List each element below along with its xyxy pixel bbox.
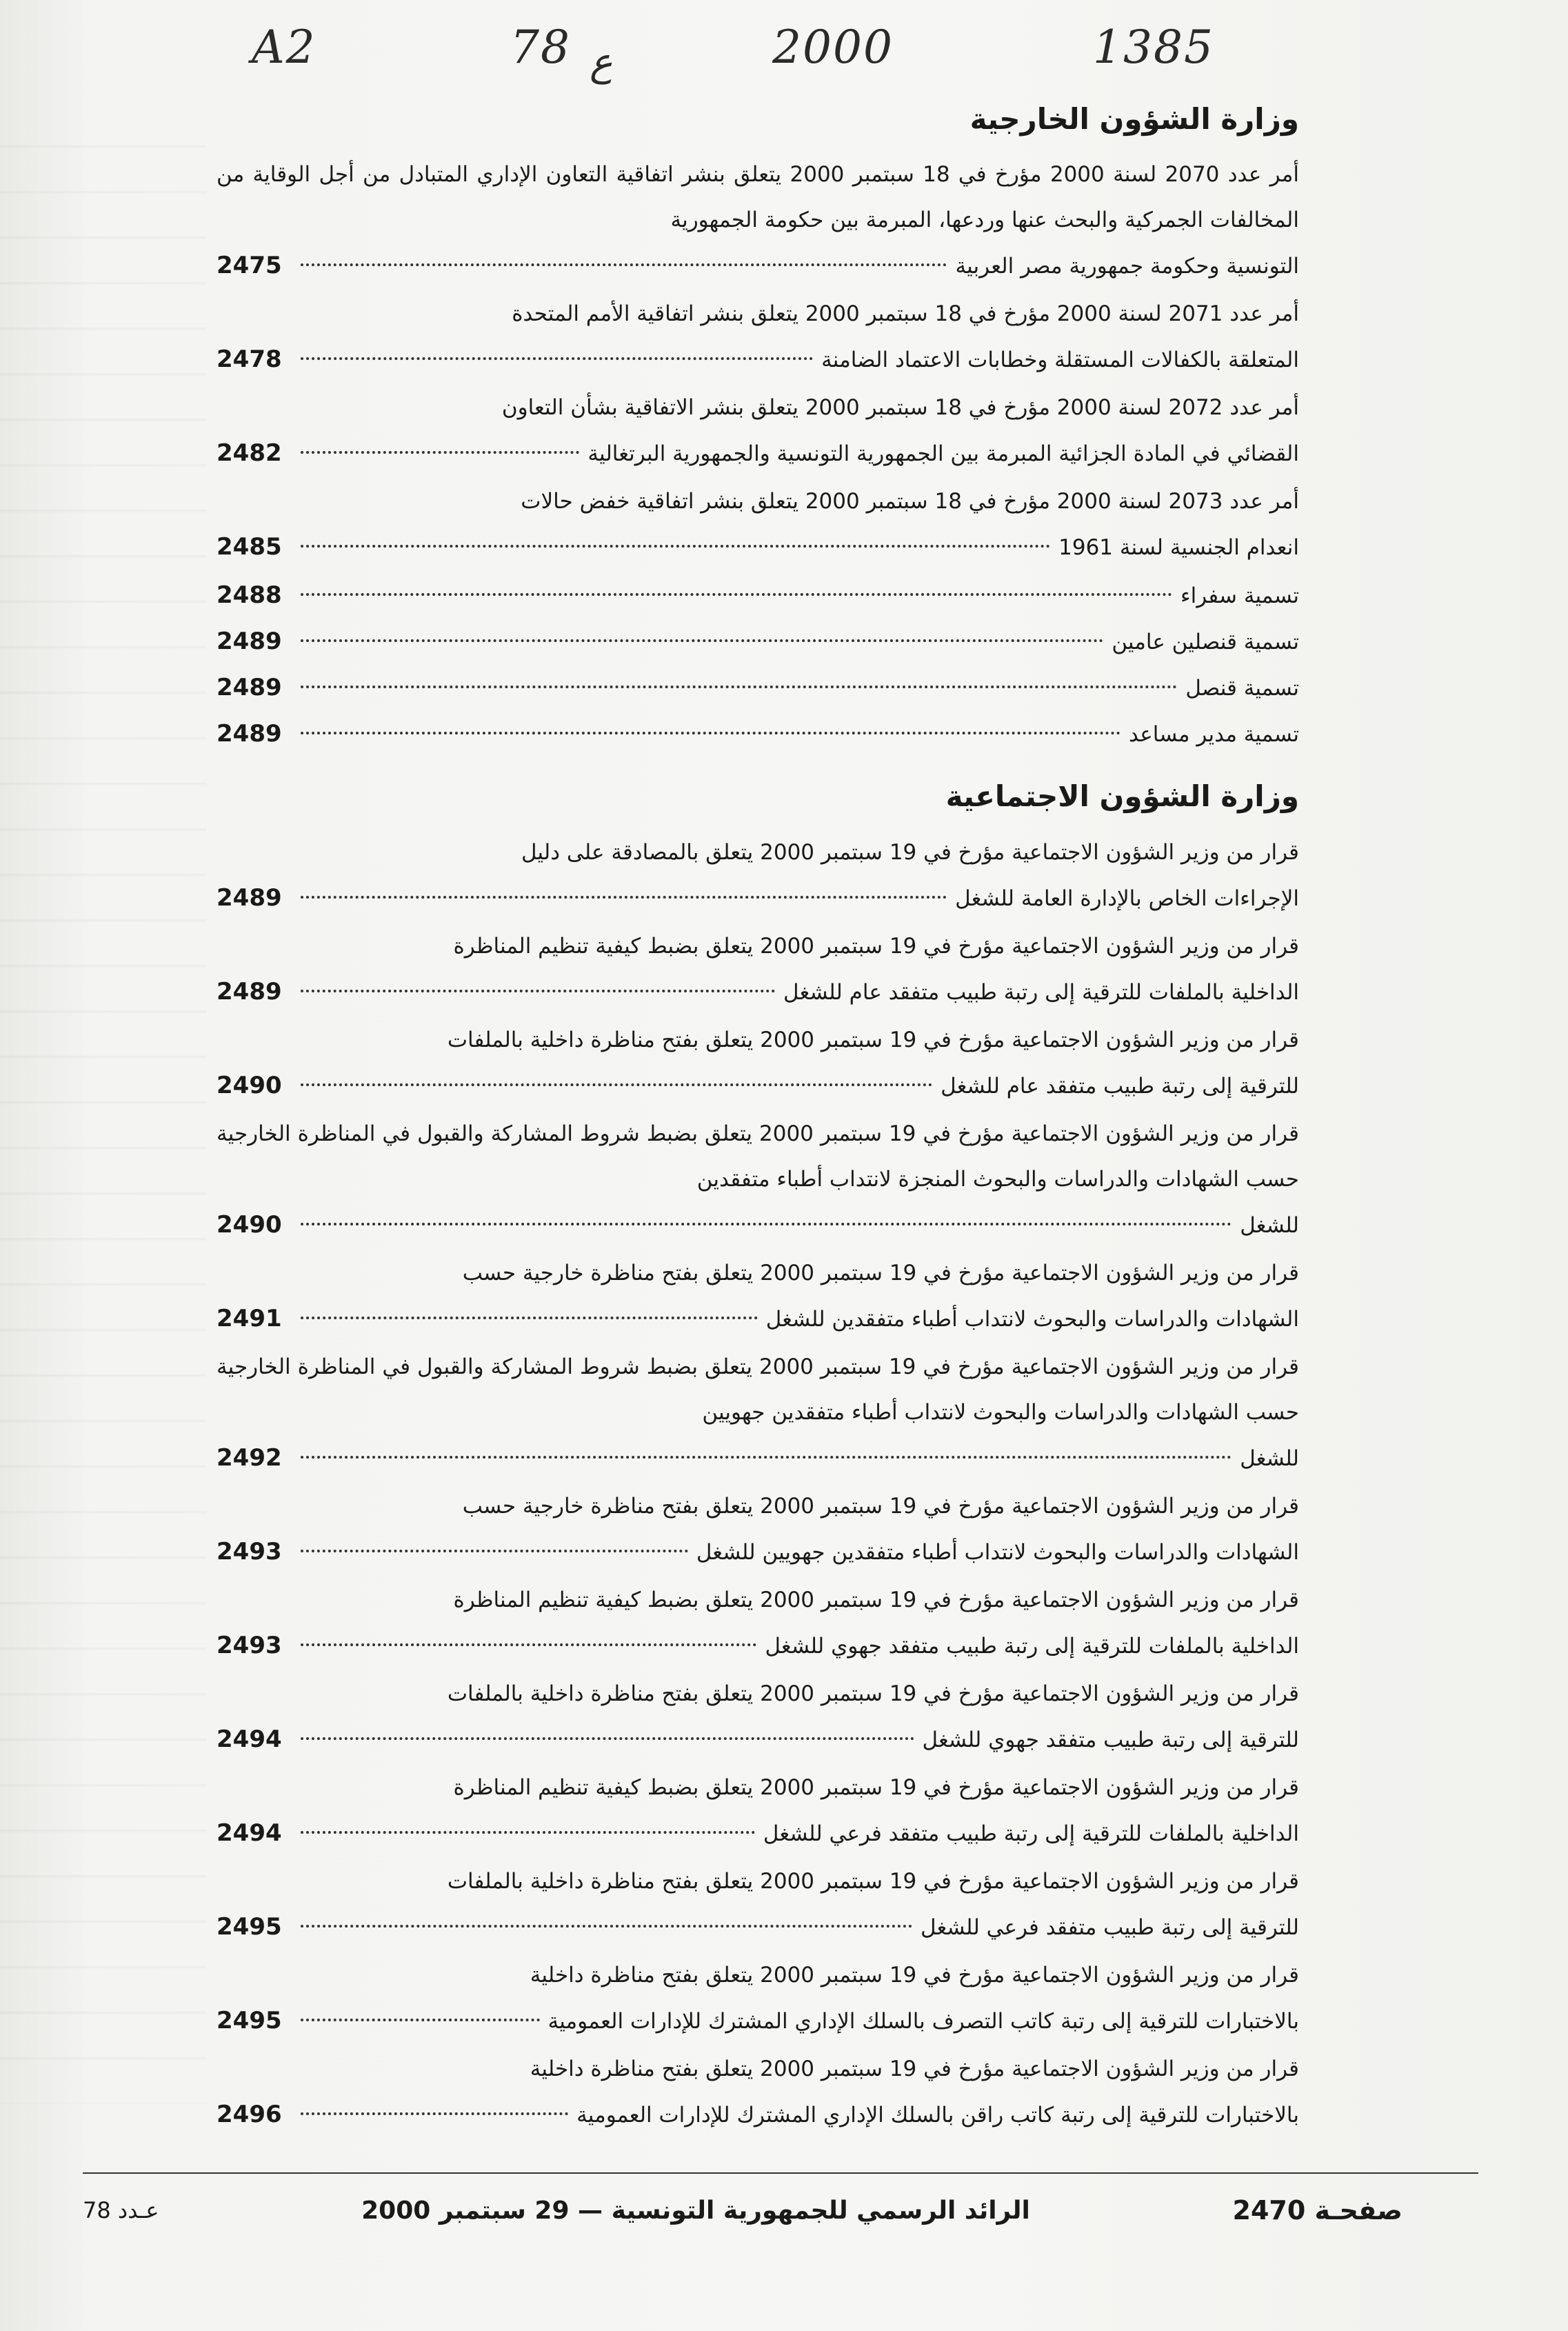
toc-entry-last-line: الداخلية بالملفات للترقية إلى رتبة طبيب متفقد جهوي للشغل (765, 1633, 1299, 1659)
dot-leader (301, 1223, 1232, 1225)
toc-entry-leader-line (217, 2092, 1299, 2138)
toc-entry-last-line: تسمية قنصلين عامين (1112, 630, 1299, 655)
toc-entry-last-line: الداخلية بالملفات للترقية إلى رتبة طبيب متفقد فرعي للشغل (763, 1821, 1299, 1846)
toc-page-number[interactable]: 2490 (217, 1071, 282, 1099)
toc-entry-last-line: تسمية قنصل (1185, 676, 1299, 701)
handwritten-note-e: 1385 (1093, 21, 1214, 74)
toc-entry[interactable] (217, 291, 1299, 383)
toc-entry-leader-line (217, 1529, 1299, 1575)
toc-entry-leader-line (217, 619, 1299, 665)
toc-entry[interactable] (217, 923, 1299, 1015)
dot-leader (301, 2019, 540, 2021)
handwritten-note-d: 2000 (772, 21, 894, 74)
toc-page-number[interactable]: 2488 (217, 581, 282, 610)
toc-entry-leader-line (217, 1904, 1299, 1950)
toc-entry-last-line: تسمية سفراء (1180, 583, 1299, 609)
toc-entry-text: قرار من وزير الشؤون الاجتماعية مؤرخ في 19 سبتمبر 2000 يتعلق بفتح مناظرة خارجية حسب (462, 1260, 1299, 1285)
toc-entry-text: قرار من وزير الشؤون الاجتماعية مؤرخ في 19 سبتمبر 2000 يتعلق بضبط كيفية تنظيم المناظرة (453, 933, 1299, 959)
toc-entry-leader-line (217, 1717, 1299, 1763)
toc-entry-leader-line (217, 430, 1299, 477)
page-footer (83, 2190, 1478, 2231)
footer-journal-title: الرائد الرسمي للجمهورية التونسية — 29 سبتمبر 2000 (361, 2196, 1030, 2225)
toc-entry-text: قرار من وزير الشؤون الاجتماعية مؤرخ في 19 سبتمبر 2000 يتعلق بفتح مناظرة داخلية (530, 2056, 1299, 2081)
dot-leader (301, 263, 947, 266)
dot-leader (301, 1831, 755, 1834)
section-title: وزارة الشؤون الخارجية (969, 102, 1299, 136)
handwritten-note-b: 78 (510, 21, 571, 74)
toc-entry-leader-line (217, 1202, 1299, 1248)
footer-issue-number: عـدد 78 (83, 2197, 159, 2223)
toc-page-number[interactable]: 2495 (217, 2006, 282, 2034)
toc-entry[interactable] (217, 1250, 1299, 1342)
toc-entry[interactable] (217, 2046, 1299, 2138)
toc-entry[interactable] (217, 1952, 1299, 2044)
dot-leader (301, 896, 947, 899)
toc-page-number[interactable]: 2491 (217, 1304, 282, 1332)
dot-leader (301, 593, 1172, 596)
toc-entry-text: قرار من وزير الشؤون الاجتماعية مؤرخ في 19 سبتمبر 2000 يتعلق بالمصادقة على دليل (521, 839, 1299, 865)
toc-entry-last-line: للشغل (1240, 1445, 1299, 1471)
toc-page-number[interactable]: 2493 (217, 1631, 282, 1659)
dot-leader (301, 451, 579, 454)
toc-entry-text: قرار من وزير الشؤون الاجتماعية مؤرخ في 19 سبتمبر 2000 يتعلق بفتح مناظرة داخلية بالملفات (447, 1868, 1299, 1894)
toc-entry-leader-line (217, 665, 1299, 711)
toc-entry-text: أمر عدد 2071 لسنة 2000 مؤرخ في 18 سبتمبر 2000 يتعلق بنشر اتفاقية الأمم المتحدة (512, 301, 1299, 327)
toc-entry[interactable] (217, 619, 1299, 665)
toc-entry-text: قرار من وزير الشؤون الاجتماعية مؤرخ في 19 سبتمبر 2000 يتعلق بضبط كيفية تنظيم المناظرة (453, 1774, 1299, 1800)
section-title: وزارة الشؤون الاجتماعية (945, 779, 1299, 814)
toc-page-number[interactable]: 2475 (217, 252, 282, 280)
toc-entry-text: أمر عدد 2073 لسنة 2000 مؤرخ في 18 سبتمبر 2000 يتعلق بنشر اتفاقية خفض حالات (521, 489, 1299, 514)
toc-entry-leader-line (217, 1296, 1299, 1342)
toc-entry-text: قرار من وزير الشؤون الاجتماعية مؤرخ في 19 سبتمبر 2000 يتعلق بضبط شروط المشاركة والقبول في المناظرة الخارجية حسب الشهادات والدراسات والبحوث المنجزة لانتداب أطباء متفقدين (217, 1121, 1299, 1192)
dot-leader (301, 990, 775, 992)
toc-entry-text: قرار من وزير الشؤون الاجتماعية مؤرخ في 19 سبتمبر 2000 يتعلق بفتح مناظرة داخلية بالملفات (447, 1027, 1299, 1052)
toc-page-number[interactable]: 2493 (217, 1537, 282, 1565)
toc-entry-last-line: للترقية إلى رتبة طبيب متفقد جهوي للشغل (922, 1727, 1299, 1752)
toc-entry[interactable] (217, 1344, 1299, 1481)
toc-entry-last-line: للشغل (1240, 1212, 1299, 1238)
toc-entry-last-line: الإجراءات الخاص بالإدارة العامة للشغل (955, 886, 1299, 911)
handwritten-note-c: ع (590, 40, 613, 85)
toc-entry-last-line: الشهادات والدراسات والبحوث لانتداب أطباء متفقدين للشغل (765, 1306, 1299, 1332)
toc-entry-last-line: الداخلية بالملفات للترقية إلى رتبة طبيب متفقد عام للشغل (783, 979, 1299, 1005)
toc-entry-last-line: الشهادات والدراسات والبحوث لانتداب أطباء متفقدين جهويين للشغل (696, 1539, 1299, 1565)
toc-entry-leader-line (217, 1435, 1299, 1481)
toc-entry-last-line: القضائي في المادة الجزائية المبرمة بين الجمهورية التونسية والجمهورية البرتغالية (587, 441, 1299, 467)
toc-entry[interactable] (217, 572, 1299, 619)
toc-page-number[interactable]: 2478 (217, 346, 282, 374)
toc-entry-last-line: المتعلقة بالكفالات المستقلة وخطابات الاعتماد الضامنة (821, 348, 1299, 373)
toc-entry-leader-line (217, 337, 1299, 383)
show-through-shadow (0, 103, 207, 2103)
toc-entry-leader-line (217, 243, 1299, 289)
dot-leader (301, 639, 1103, 642)
footer-page-number: صفحـة 2470 (1232, 2195, 1403, 2225)
toc-entry-last-line: بالاختبارات للترقية إلى رتبة كاتب راقن بالسلك الإداري المشترك للإدارات العمومية (576, 2102, 1299, 2128)
dot-leader (301, 1456, 1232, 1459)
toc-entry-leader-line (217, 572, 1299, 619)
dot-leader (301, 1083, 932, 1086)
toc-entry-last-line: تسمية مدير مساعد (1129, 722, 1299, 748)
table-of-contents (217, 102, 1299, 2140)
dot-leader (301, 545, 1050, 548)
toc-page-number[interactable]: 2489 (217, 720, 282, 748)
toc-entry-leader-line (217, 1998, 1299, 2044)
toc-entry[interactable] (217, 152, 1299, 289)
toc-page-number[interactable]: 2494 (217, 1725, 282, 1753)
toc-entry-text: أمر عدد 2070 لسنة 2000 مؤرخ في 18 سبتمبر 2000 يتعلق بنشر اتفاقية التعاون الإداري المتبادل من أجل الوقاية من المخالفات الجمركية والبحث عنها وردعها، المبرمة بين حكومة الجمهورية (217, 162, 1299, 233)
toc-entry-last-line: انعدام الجنسية لسنة 1961 (1058, 535, 1299, 561)
toc-page-number[interactable]: 2489 (217, 977, 282, 1006)
toc-entry-text: قرار من وزير الشؤون الاجتماعية مؤرخ في 19 سبتمبر 2000 يتعلق بفتح مناظرة داخلية بالملفات (447, 1681, 1299, 1706)
toc-entry-leader-line (217, 1623, 1299, 1669)
footer-rule (83, 2172, 1478, 2174)
toc-page-number[interactable]: 2492 (217, 1443, 282, 1472)
toc-entry-leader-line (217, 524, 1299, 570)
toc-entry[interactable] (217, 665, 1299, 711)
toc-entry[interactable] (217, 1577, 1299, 1669)
toc-entry-text: قرار من وزير الشؤون الاجتماعية مؤرخ في 19 سبتمبر 2000 يتعلق بفتح مناظرة داخلية (530, 1962, 1299, 1988)
toc-page-number[interactable]: 2489 (217, 628, 282, 656)
toc-page-number[interactable]: 2496 (217, 2100, 282, 2128)
toc-page-number[interactable]: 2482 (217, 439, 282, 468)
dot-leader (301, 1737, 914, 1740)
toc-entry-last-line: للترقية إلى رتبة طبيب متفقد فرعي للشغل (920, 1914, 1299, 1940)
toc-entry[interactable] (217, 1483, 1299, 1575)
toc-entry-leader-line (217, 1810, 1299, 1857)
toc-entry-text: قرار من وزير الشؤون الاجتماعية مؤرخ في 19 سبتمبر 2000 يتعلق بضبط كيفية تنظيم المناظرة (453, 1587, 1299, 1612)
toc-entry-leader-line (217, 969, 1299, 1015)
dot-leader (301, 357, 813, 360)
toc-entry-last-line: التونسية وحكومة جمهورية مصر العربية (955, 254, 1299, 279)
toc-page-number[interactable]: 2489 (217, 674, 282, 702)
toc-page-number[interactable]: 2495 (217, 1912, 282, 1941)
toc-entry-text: قرار من وزير الشؤون الاجتماعية مؤرخ في 19 سبتمبر 2000 يتعلق بضبط شروط المشاركة والقبول في المناظرة الخارجية حسب الشهادات والدراسات والبحوث لانتداب أطباء متفقدين جهويين (217, 1354, 1299, 1425)
toc-page-number[interactable]: 2485 (217, 533, 282, 561)
dot-leader (301, 1550, 688, 1552)
dot-leader (301, 732, 1120, 734)
dot-leader (301, 686, 1177, 688)
toc-entry[interactable] (217, 1765, 1299, 1857)
toc-entry[interactable] (217, 1111, 1299, 1248)
toc-entry[interactable] (217, 385, 1299, 477)
toc-entry-leader-line (217, 711, 1299, 757)
toc-entry-text: أمر عدد 2072 لسنة 2000 مؤرخ في 18 سبتمبر 2000 يتعلق بنشر الاتفاقية بشأن التعاون (501, 395, 1299, 421)
dot-leader (301, 1643, 756, 1646)
toc-page-number[interactable]: 2494 (217, 1819, 282, 1847)
dot-leader (301, 2112, 568, 2115)
toc-entry[interactable] (217, 1017, 1299, 1109)
toc-entry-leader-line (217, 1063, 1299, 1109)
toc-entry[interactable] (217, 830, 1299, 921)
toc-entry-last-line: بالاختبارات للترقية إلى رتبة كاتب التصرف بالسلك الإداري المشترك للإدارات العمومية (547, 2008, 1299, 2034)
toc-entry-leader-line (217, 875, 1299, 921)
toc-page-number[interactable]: 2489 (217, 883, 282, 912)
dot-leader (301, 1925, 912, 1928)
toc-entry-text: قرار من وزير الشؤون الاجتماعية مؤرخ في 19 سبتمبر 2000 يتعلق بفتح مناظرة خارجية حسب (462, 1493, 1299, 1519)
toc-entry[interactable] (217, 1859, 1299, 1950)
toc-entry[interactable] (217, 711, 1299, 757)
handwritten-note-a: A2 (252, 21, 316, 74)
toc-entry[interactable] (217, 1671, 1299, 1763)
toc-entry-last-line: للترقية إلى رتبة طبيب متفقد عام للشغل (941, 1073, 1299, 1099)
toc-entry[interactable] (217, 479, 1299, 570)
toc-page-number[interactable]: 2490 (217, 1210, 282, 1239)
dot-leader (301, 1317, 758, 1319)
